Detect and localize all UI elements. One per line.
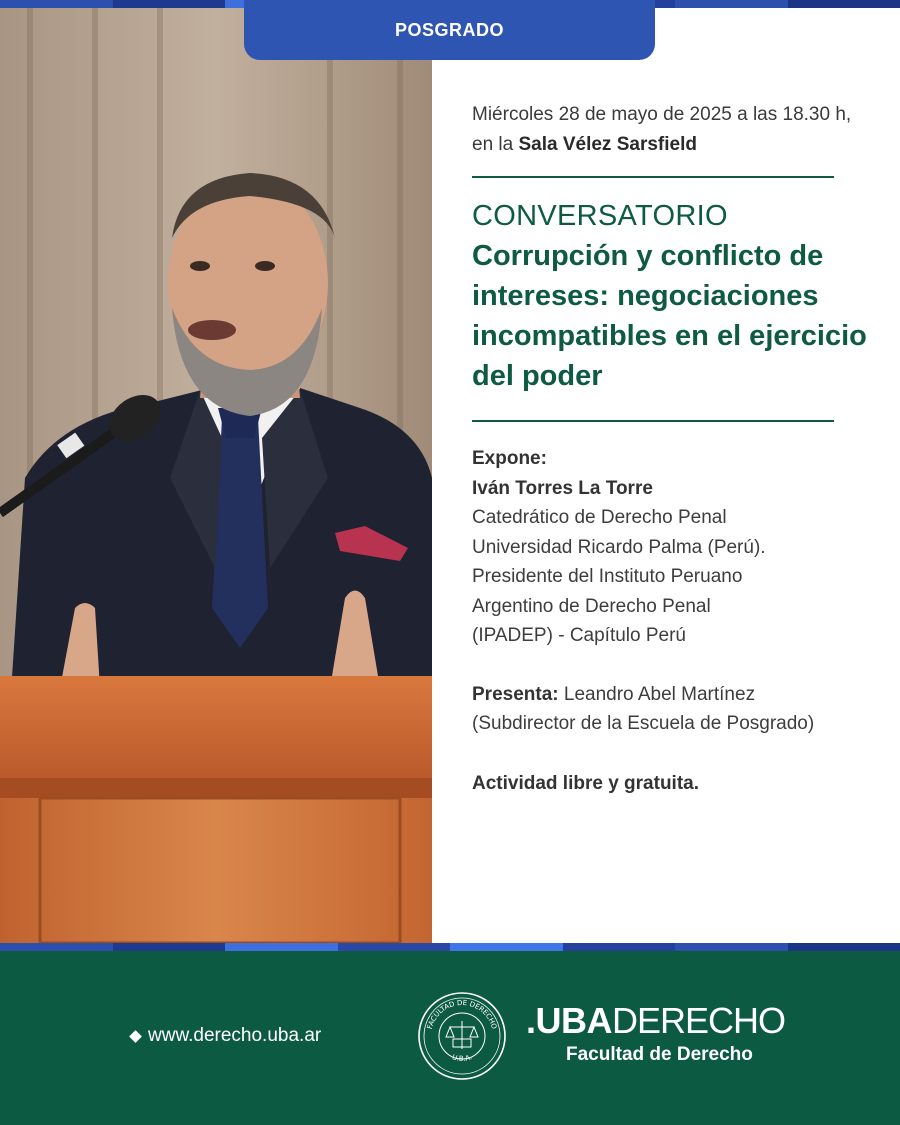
event-title: Corrupción y conflicto de intereses: negociaciones incompatibles en el ejercicio del poder <box>472 240 867 392</box>
faculty-seal-icon <box>417 991 507 1081</box>
logo-derecho: DERECHO <box>612 1000 786 1041</box>
svg-text:U.B.A.: U.B.A. <box>450 1053 474 1063</box>
speaker-bio-line: Presidente del Instituto Peruano <box>472 566 743 587</box>
category-label: POSGRADO <box>394 19 504 40</box>
website-link[interactable] <box>131 1025 321 1047</box>
free-activity-note: Actividad libre y gratuita. <box>472 772 699 794</box>
speaker-bio-line: (IPADEP) - Capítulo Perú <box>472 625 687 646</box>
event-details <box>472 100 872 798</box>
speaker-bio-line: Universidad Ricardo Palma (Perú). <box>472 536 766 558</box>
bottom-stripe <box>0 943 900 951</box>
svg-text:FACULTAD DE DERECHO: FACULTAD DE DERECHO <box>425 998 499 1031</box>
divider-top <box>472 176 834 178</box>
event-venue: Sala Vélez Sarsfield <box>518 134 697 155</box>
logo-subtitle: Facultad de Derecho <box>566 1044 753 1065</box>
presenter-block <box>472 680 817 739</box>
category-tab <box>244 0 655 60</box>
speaker-bio-line: Catedrático de Derecho Penal <box>472 507 727 528</box>
diamond-bullet-icon <box>129 1030 142 1043</box>
divider-bottom <box>472 420 834 422</box>
speaker-bio-line: Argentino de Derecho Penal <box>472 595 711 617</box>
uba-derecho-logo: . UBA DERECHO Facultad de Derecho <box>526 1000 786 1065</box>
speaker-name: Iván Torres La Torre <box>472 477 653 499</box>
presenter-label: Presenta: <box>472 683 559 705</box>
event-date: Miércoles 28 de mayo de 2025 a las 18.30 h, en la Sala Vélez Sarsfield <box>472 104 852 155</box>
logo-uba: UBA <box>535 1000 613 1041</box>
presenter-text: Leandro Abel Martínez (Subdirector de la Escuela de Posgrado) <box>472 683 815 734</box>
speaker-photo <box>0 8 432 943</box>
footer <box>0 951 900 1125</box>
website-text: www.derecho.uba.ar <box>148 1025 322 1046</box>
event-type: CONVERSATORIO <box>472 200 728 232</box>
speaker-label: Expone: <box>472 448 547 469</box>
speaker-block <box>472 444 872 651</box>
